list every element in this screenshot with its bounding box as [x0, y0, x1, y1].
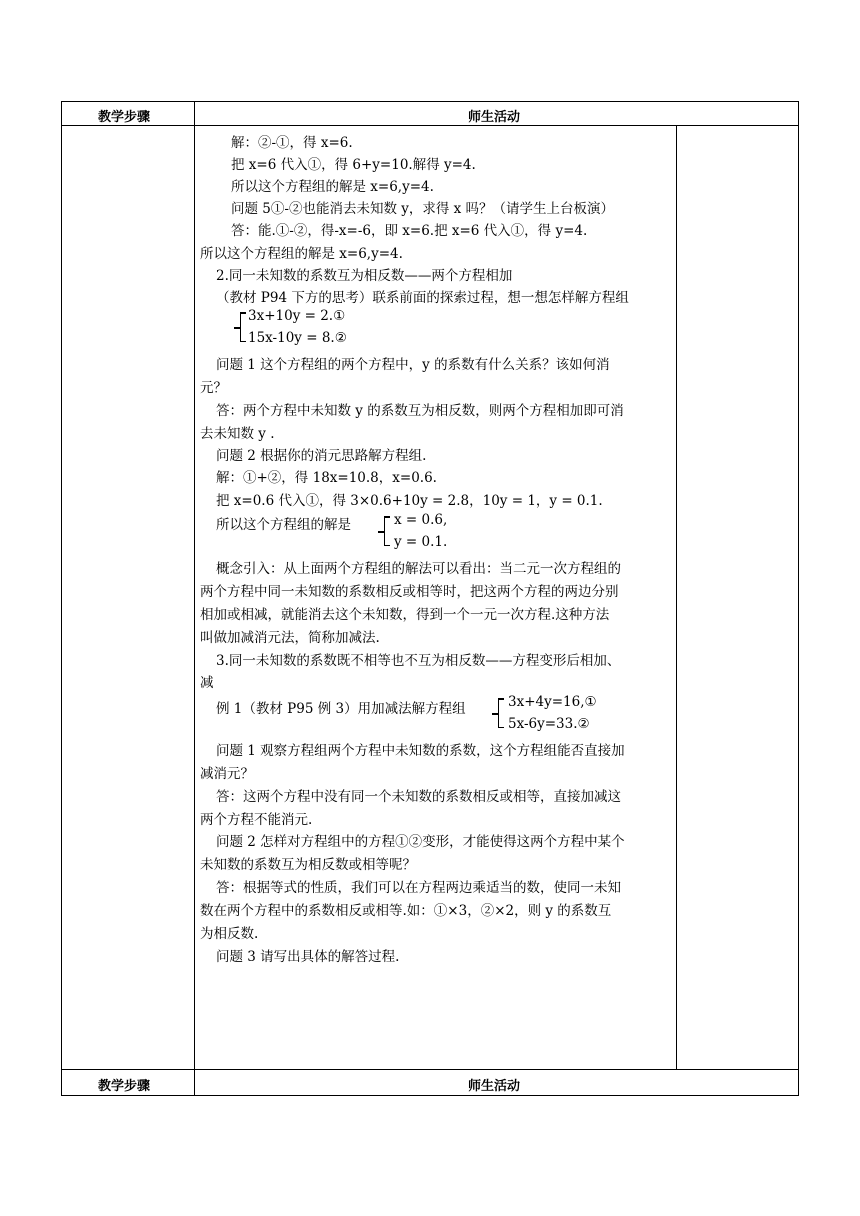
footer-header-activities: 师生活动 [468, 1079, 521, 1094]
text-line: 为相反数. [200, 926, 259, 942]
text-line: 把 x=0.6 代入①，得 3×0.6+10y = 2.8，10y = 1，y = 0.1. [216, 493, 603, 509]
equation: 3x+4y=16,① [508, 694, 597, 710]
text-line: 问题 1 观察方程组两个方程中未知数的系数，这个方程组能否直接加 [216, 743, 625, 759]
text-line: （教材 P94 下方的思考）联系前面的探索过程，想一想怎样解方程组 [216, 290, 629, 306]
column-divider [194, 101, 195, 1096]
text-line: 解：①+②，得 18x=10.8，x=0.6. [216, 470, 437, 486]
text-line: 所以这个方程组的解是 x=6,y=4. [231, 179, 434, 195]
text-line: 问题 2 根据你的消元思路解方程组. [216, 448, 427, 464]
column-header-steps: 教学步骤 [98, 110, 151, 125]
text-line: 问题 1 这个方程组的两个方程中，y 的系数有什么关系？该如何消 [216, 357, 610, 373]
text-line: 未知数的系数互为相反数或相等呢？ [200, 857, 416, 873]
text-line: 相加或相减，就能消去这个未知数，得到一个一元一次方程.这种方法 [200, 607, 610, 623]
text-line: 所以这个方程组的解是 x=6,y=4. [200, 246, 403, 262]
text-line: 问题 3 请写出具体的解答过程. [216, 949, 400, 965]
table-right-border [798, 101, 799, 1096]
text-line: 把 x=6 代入①，得 6+y=10.解得 y=4. [231, 157, 476, 173]
text-line: 解：②-①，得 x=6. [231, 135, 353, 151]
column-header-activities: 师生活动 [468, 110, 521, 125]
text-line: 2.同一未知数的系数互为相反数——两个方程相加 [216, 268, 513, 284]
inner-right-divider [676, 125, 677, 1069]
table-left-border [61, 101, 62, 1096]
text-line: 去未知数 y . [200, 426, 275, 442]
text-line: 答：两个方程中未知数 y 的系数互为相反数，则两个方程相加即可消 [216, 403, 624, 419]
footer-header-steps: 教学步骤 [98, 1079, 151, 1094]
equation: 5x-6y=33.② [508, 716, 590, 732]
system-brace [498, 698, 499, 728]
text-line: 3.同一未知数的系数既不相等也不互为相反数——方程变形后相加、 [216, 653, 621, 669]
solution-value: y = 0.1. [394, 534, 448, 550]
text-line: 问题 2 怎样对方程组中的方程①②变形，才能使得这两个方程中某个 [216, 834, 625, 850]
text-line: 叫做加减消元法，简称加减法. [200, 630, 380, 646]
text-line: 两个方程不能消元. [200, 812, 313, 828]
text-line: 所以这个方程组的解是 [216, 517, 351, 533]
text-line: 概念引入：从上面两个方程组的解法可以看出：当二元一次方程组的 [216, 561, 621, 577]
text-line: 数在两个方程中的系数相反或相等.如：①×3，②×2，则 y 的系数互 [200, 903, 612, 919]
text-line: 问题 5①-②也能消去未知数 y，求得 x 吗？（请学生上台板演） [231, 201, 615, 217]
text-line: 减消元？ [200, 766, 254, 782]
system-brace [240, 312, 241, 342]
text-line: 减 [200, 675, 214, 691]
text-line: 例 1（教材 P95 例 3）用加减法解方程组 [216, 701, 466, 717]
text-line: 元？ [200, 380, 227, 396]
text-line: 答：能.①-②，得-x=-6，即 x=6.把 x=6 代入①，得 y=4. [231, 223, 588, 239]
equation: 15x-10y = 8.② [248, 330, 347, 346]
table-bottom-border [61, 1095, 799, 1096]
text-line: 答：这两个方程中没有同一个未知数的系数相反或相等，直接加减这 [216, 789, 621, 805]
text-line: 答：根据等式的性质，我们可以在方程两边乘适当的数，使同一未知 [216, 880, 621, 896]
footer-top-border [61, 1069, 799, 1070]
header-bottom-border [61, 125, 799, 126]
solution-value: x = 0.6, [394, 512, 448, 528]
table-top-border [61, 101, 799, 102]
text-line: 两个方程中同一未知数的系数相反或相等时，把这两个方程的两边分别 [200, 584, 619, 600]
equation: 3x+10y = 2.① [248, 308, 346, 324]
solution-brace [384, 516, 385, 546]
